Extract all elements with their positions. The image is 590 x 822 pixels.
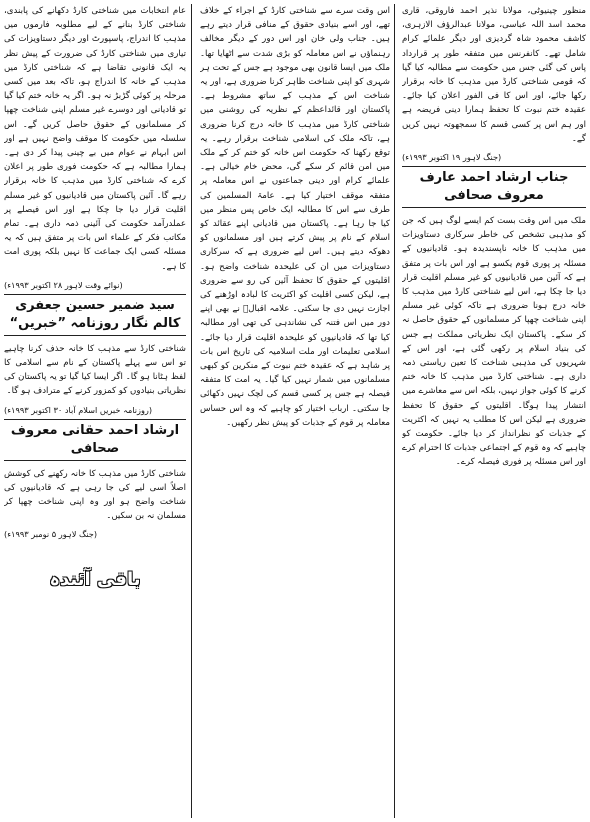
column-divider (394, 4, 395, 818)
section-heading: ارشاد احمد حقانی معروف صحافی (4, 419, 186, 461)
article-paragraph: شناختی کارڈ سے مذہب کا خانہ حذف کرنا چاہیے تو اس سے پہلے پاکستان کے نام سے اسلامی کا لفظ ہٹانا ہو گا۔ اگر ایسا کیا گیا تو یہ پاکستان کی نظریاتی بنیادوں کو کمزور کرنے کے مترادف ہو گا۔ (4, 343, 186, 397)
column-middle (200, 4, 390, 818)
article-paragraph: اس وقت سرے سے شناختی کارڈ کے اجراء کے خلاف تھے، اور اسے بنیادی حقوق کے منافی قرار دیتے رہے ہیں۔ جناب ولی خان اور اس دور کے دیگر مخالف رہنماؤں نے اس معاملہ کو بڑی شدت سے اٹھایا تھا۔ ملک میں ایسا قانون بھی موجود ہے جس کے تحت ہر شہری کو اپنی شناخت ظاہر کرنا ضروری ہے، اور یہ شناخت اس کے مذہب کے ساتھ مشروط ہے۔ پاکستان اور قائداعظم کے نظریہ کی روشنی میں شناختی کارڈ میں مذہب کا خانہ درج کرنا ضروری ہے، تاکہ ملک کی اسلامی شناخت برقرار رہے۔ یہ توقع رکھنا کہ حکومت اس خانہ کو ختم کر کے ملک میں امن قائم کر سکے گی، محض خام خیالی ہے۔ علمائے کرام اور دینی جماعتوں نے اس معاملہ پر متفقہ موقف اختیار کیا ہے۔ عامۃ المسلمین کی طرف سے اس کا مطالبہ ایک خاص پس منظر میں کیا جا رہا ہے۔ پاکستان میں قادیانی اپنے عقائد کو اسلام کے نام پر پیش کرتے ہیں اور مسلمانوں کو دھوکہ دیتے ہیں۔ اس لیے ضروری ہے کہ سرکاری دستاویزات میں ان کی علیحدہ شناخت واضح ہو۔ اقلیتوں کے حقوق کا تحفظ آئین کی رو سے ضروری ہے، لیکن کسی اقلیت کو اکثریت کا لبادہ اوڑھنے کی اجازت نہیں دی جا سکتی۔ علامہ اقبالؒ نے بھی اپنے دور میں اس فتنہ کی نشاندہی کی تھی اور مطالبہ کیا تھا کہ قادیانیوں کو علیحدہ اقلیت قرار دیا جائے۔ اسلامی تعلیمات اور ملت اسلامیہ کی تاریخ اس بات پر شاہد ہے کہ عقیدہ ختم نبوت کے منکرین کو کبھی مسلمانوں میں شمار نہیں کیا گیا۔ یہ امت کا متفقہ فیصلہ ہے جس پر کسی قسم کی لچک نہیں دکھائی جا سکتی۔ ارباب اختیار کو چاہیے کہ وہ اس حساس معاملہ پر قوم کے جذبات کو پیش نظر رکھیں۔ (200, 6, 390, 428)
source-credit: (جنگ لاہور ۵ نومبر ۱۹۹۳ء) (4, 529, 98, 540)
source-credit: (جنگ لاہور ۱۹ اکتوبر ۱۹۹۳ء) (402, 152, 502, 163)
section-heading: جناب ارشاد احمد عارف معروف صحافی (402, 166, 586, 208)
article-paragraph: عام انتخابات میں شناختی کارڈ دکھانے کی پابندی، شناختی کارڈ بنانے کے لیے مطلوبہ فارموں میں مذہب کا اندراج، پاسپورٹ اور دیگر دستاویزات کی تیاری میں شناختی کارڈ کی ضرورت کے پیش نظر یہ ایک قانونی تقاضا ہے کہ شناختی کارڈ میں مذہب کے خانہ کا اندراج ہو، تاکہ بعد میں کسی مرحلہ پر کوئی گڑبڑ نہ ہو۔ اگر یہ خانہ ختم کیا گیا تو قادیانی اور دوسرے غیر مسلم اپنی شناخت چھپا کر مسلمانوں کے حقوق حاصل کریں گے۔ اس سلسلہ میں حکومت کا موقف واضح نہیں ہے اور اس ابہام نے عوام میں بے چینی پیدا کر دی ہے۔ ہمارا مطالبہ ہے کہ حکومت فوری طور پر اعلان کرے کہ شناختی کارڈ میں مذہب کا خانہ برقرار رہے گا۔ آئین پاکستان میں قادیانیوں کو غیر مسلم اقلیت قرار دیا جا چکا ہے اور اس فیصلے پر عملدرآمد حکومت کی آئینی ذمہ داری ہے۔ تمام مکاتب فکر کے علماء اس بات پر متفق ہیں کہ یہ مسئلہ کسی ایک جماعت کا نہیں بلکہ پوری امت کا ہے۔ (4, 6, 186, 272)
continued-label: باقی آئندہ (49, 569, 141, 591)
section-heading: سید ضمیر حسین جعفری کالم نگار روزنامہ ”خبریں“ (4, 294, 186, 336)
column-right (402, 4, 586, 818)
source-credit: (نوائے وقت لاہور ۲۸ اکتوبر ۱۹۹۳ء) (4, 279, 123, 290)
column-left (4, 4, 186, 818)
intro-paragraph: منظور چینیوٹی، مولانا نذیر احمد فاروقی، قاری محمد اسد اللہ عباسی، مولانا عبدالرؤف الازہری، کاشف محمود شاہ گردیزی اور دیگر علمائے کرام شامل تھے۔ کانفرنس میں متفقہ طور پر قرارداد پاس کی گئی جس میں حکومت سے مطالبہ کیا گیا کہ قومی شناختی کارڈ میں مذہب کا خانہ برقرار رکھا جائے، اور اس کا فی الفور اعلان کیا جائے۔ عقیدہ ختم نبوت کا تحفظ ہمارا دینی فریضہ ہے اور ہم اس پر کسی قسم کا سمجھوتہ نہیں کریں گے۔ (402, 6, 586, 144)
column-divider (191, 4, 192, 818)
source-credit: (روزنامہ خبریں اسلام آباد ۳۰ اکتوبر ۱۹۹۳ء) (4, 404, 153, 415)
article-paragraph: شناختی کارڈ میں مذہب کا خانہ رکھنے کی کوشش اصلاً اسی لیے کی جا رہی ہے کہ قادیانیوں کی شناخت واضح ہو اور وہ اپنی شناخت چھپا کر مسلمان نہ بن سکیں۔ (4, 468, 186, 522)
article-paragraph: ملک میں اس وقت بست کم ایسے لوگ ہیں کہ جن کو مذہبی تشخص کی خاطر سرکاری دستاویزات میں مذہب کا خانہ ناپسندیدہ ہو۔ قادیانیوں کے مسئلہ پر پوری قوم یکسو ہے اور اس بات پر متفق ہے کہ آئین میں قادیانیوں کو غیر مسلم اقلیت قرار دیا جا چکا ہے، اس لیے شناختی کارڈ میں مذہب کا خانہ درج ہونا ضروری ہے تاکہ کوئی غیر مسلم اپنی شناخت چھپا کر مسلمانوں کے حقوق حاصل نہ کر سکے۔ پاکستان ایک نظریاتی مملکت ہے جس کی بنیاد اسلام پر رکھی گئی ہے، اور اس کے شہریوں کی مذہبی شناخت کا تعین ریاستی ذمہ داری ہے۔ شناختی کارڈ میں مذہب کا خانہ ختم کرنے کا کوئی جواز نہیں، بلکہ اس سے معاشرے میں انتشار پیدا ہوگا۔ اقلیتوں کے حقوق کا تحفظ ضروری ہے لیکن اس کا مطلب یہ نہیں کہ اکثریت کے جذبات کو نظرانداز کر دیا جائے۔ حکومت کو چاہیے کہ وہ قوم کے اجتماعی جذبات کا احترام کرے اور اس مسئلہ پر فوری فیصلہ کرے۔ (402, 216, 586, 468)
